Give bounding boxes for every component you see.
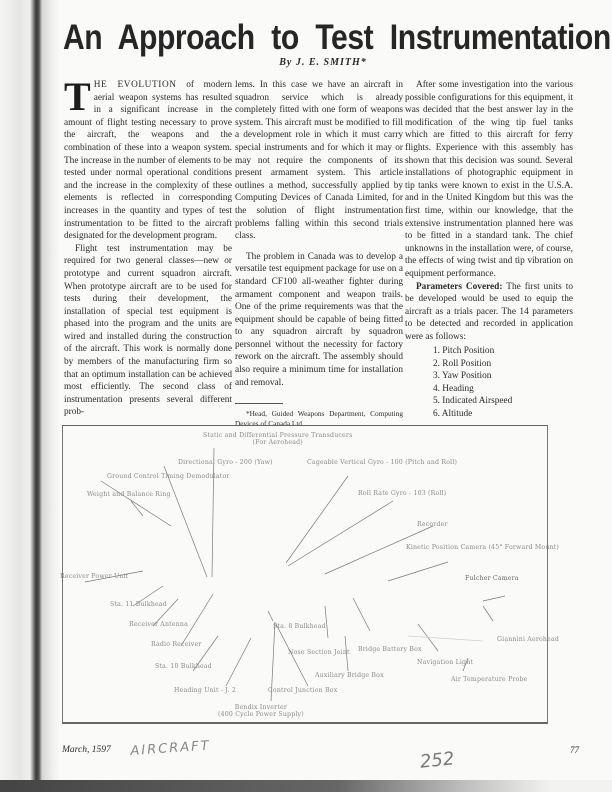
paragraph: The problem in Canada was to develop a versatile test equipment package for use on a standard CF100 all-weather fighter during armament component and weapon trails. One of the prime requirements was that the equipment should be capable of being fitted to any squadron aircraft by squadron personnel without the necessity for factory rework on the aircraft. The assembly should also require a minimum time for installation and removal. (235, 251, 403, 388)
footnote-divider (235, 403, 283, 404)
page-number: 77 (570, 745, 579, 755)
label-heading-unit: Heading Unit - J. 2 (174, 687, 236, 694)
label-control-junction-box: Control Junction Box (268, 687, 338, 694)
paragraph: Flight test instrumentation may be required for two general classes—new or prototype and current squadron aircraft. When prototype aircraft are to be used for tests during their development, the installation of special test equipment is phased into the program and the units are wired and installed during the construction of the aircraft. This work is normally done by members of the manufacturing firm so that an optimum installation can be achieved most efficiently. The second class of instrumentation presents several different prob- (64, 243, 232, 418)
label-sta-8-bulkhead: Sta. 8 Bulkhead (273, 623, 326, 630)
issue-date: March, 1597 (62, 745, 111, 755)
label-kinetic-position-camera: Kinetic Position Camera (45° Forward Mount) (406, 544, 560, 551)
footnote: *Head, Guided Weapons Department, Computing Devices of Canada Ltd. (235, 409, 403, 428)
label-receiver-antenna: Receiver Antenna (129, 621, 188, 628)
page-spine-shadow (0, 0, 60, 792)
lead-in: HE EVOLUTION (93, 80, 177, 90)
section-heading: Parameters Covered: (416, 281, 503, 292)
label-static-pressure-transducers: Static and Differential Pressure Transducers (For Aerohead) (203, 432, 353, 446)
article-title: An Approach to Test Instrumentation (63, 18, 611, 57)
article-byline: By J. E. SMITH* (279, 57, 367, 68)
text-column-1 (64, 74, 232, 419)
list-item: 3. Yaw Position (433, 371, 492, 382)
label-receiver-power-unit: Receiver Power Unit (60, 573, 129, 580)
label-recorder: Recorder (417, 521, 448, 528)
label-roll-rate-gyro: Roll Rate Gyro - 103 (Roll) (358, 490, 447, 497)
list-item: 5. Indicated Airspeed (433, 396, 513, 407)
text-column-3 (405, 79, 573, 420)
label-air-temperature-probe: Air Temperature Probe (451, 676, 528, 683)
drop-cap: T (64, 74, 91, 119)
handwritten-number: 252 (418, 748, 456, 773)
label-fulcher-camera: Fulcher Camera (465, 575, 519, 582)
label-nose-section-joint: Nose Section Joint (288, 649, 350, 656)
page-bottom-shadow (0, 780, 612, 792)
text-column-2 (235, 79, 403, 428)
paragraph: Parameters Covered: The first units to be developed would be used to equip the aircraft as a trials pacer. The 14 parameters to be detected and recorded in application were as follows: (405, 281, 573, 342)
parameters-list (433, 345, 573, 419)
paragraph: THE EVOLUTION of modern aerial weapon systems has resulted in a significant increase in the amount of flight testing necessary to prove the aircraft, the weapons and the combination of these into a weapon system. The increase in the number of elements to be tested under normal operational conditions and the increase in the complexity of these elements is reflected in corresponding increases in the quantity and types of test instrumentation to be fitted to the aircraft designated for the development program. (64, 74, 232, 242)
label-navigation-light: Navigation Light (417, 659, 474, 666)
label-sta-10-bulkhead: Sta. 10 Bulkhead (155, 663, 212, 670)
list-item: 2. Roll Position (433, 358, 492, 369)
label-radio-receiver: Radio Receiver (151, 641, 202, 648)
label-bendix-inverter: Bendix Inverter (400 Cycle Power Supply) (218, 704, 304, 718)
list-item: 1. Pitch Position (433, 346, 495, 357)
label-sta-11-bulkhead: Sta. 11 Bulkhead (110, 601, 167, 608)
label-giannini-aerohead: Giannini Aerohead (497, 636, 559, 643)
paragraph: lems. In this case we have an aircraft in squadron service which is already completely fitted with one form of weapons system. This aircraft must be modified to fill a development role in which it must carry special instruments and for which it may or may not require the components of its present armament system. This article outlines a method, successfully applied by Computing Devices of Canada Limited, for the solution of flight instrumentation problems falling within this second trials class. (235, 80, 403, 242)
label-directional-gyro: Directional Gyro - 200 (Yaw) (178, 459, 273, 466)
instrumentation-diagram (60, 425, 560, 724)
paragraph: After some investigation into the various possible configurations for this equipment, it was decided that the best answer lay in the modification of the wing tip fuel tanks which are fitted to this aircraft for ferry flights. Experience with this assembly has shown that this decision was sound. Several installations of photographic equipment in tip tanks were known to exist in the U.S.A. and in the United Kingdom but this was the first time, within our knowledge, that the extensive instrumentation planned here was to be fitted in a standard tank. The chief unknowns in the installation were, of course, the effects of wing twist and tip vibration on equipment performance. (405, 80, 573, 279)
list-item: 4. Heading (433, 383, 474, 394)
handwritten-note: AIRCRAFT (130, 738, 212, 759)
label-ground-control-timing: Ground Control Timing Demodulator (107, 473, 230, 480)
list-item: 6. Altitude (433, 408, 473, 419)
label-bridge-battery-box: Bridge Battery Box (358, 646, 422, 653)
label-weight-balance-ring: Weight and Balance Ring (87, 491, 171, 498)
label-auxiliary-bridge-box: Auxiliary Bridge Box (315, 672, 384, 679)
label-cageable-vertical-gyro: Cageable Vertical Gyro - 100 (Pitch and Roll) (307, 459, 458, 466)
